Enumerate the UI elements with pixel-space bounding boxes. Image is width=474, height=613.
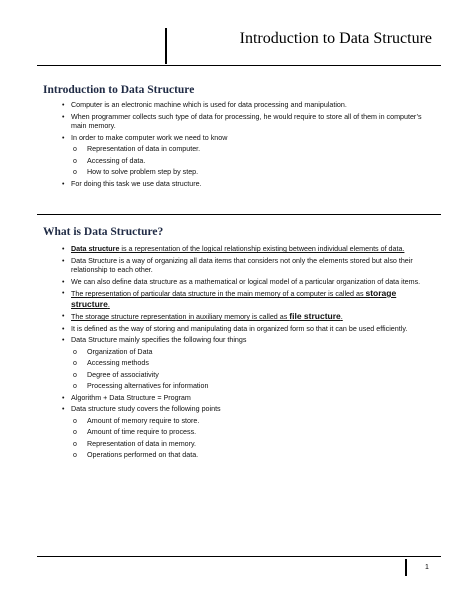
bullet-icon: •	[62, 313, 65, 320]
list-item: • We can also define data structure as a mathematical or logical model of a particular organization of data items.	[62, 277, 421, 286]
sub-bullet-icon: o	[73, 348, 77, 356]
definition-list	[0, 245, 474, 463]
sub-bullet-icon: o	[73, 440, 77, 448]
list-item: • It is defined as the way of storing and manipulating data in organized form so that it can be used efficiently.	[62, 324, 408, 333]
section-heading-what-is: What is Data Structure?	[43, 226, 164, 238]
list-item: o Operations performed on that data.	[73, 451, 199, 459]
list-item: o Accessing methods	[73, 359, 149, 367]
term-file-structure: file structure	[289, 311, 341, 321]
bullet-icon: •	[62, 113, 65, 121]
footer-rule	[37, 556, 441, 557]
bullet-icon: •	[62, 406, 65, 413]
list-item: • Algorithm + Data Structure = Program	[62, 393, 191, 402]
page-header-title: Introduction to Data Structure	[239, 30, 432, 47]
bullet-icon: •	[62, 290, 65, 297]
list-item: • Data structure study covers the following points	[62, 405, 221, 413]
list-item: • Computer is an electronic machine which is used for data processing and manipulation.	[62, 101, 347, 109]
list-item: o Amount of time require to process.	[73, 428, 197, 436]
list-item: o Processing alternatives for information	[73, 382, 209, 390]
sub-bullet-icon: o	[73, 157, 77, 165]
bullet-icon: •	[62, 394, 65, 402]
list-item: • In order to make computer work we need to know	[62, 133, 228, 142]
bullet-icon: •	[62, 278, 65, 286]
sub-bullet-icon: o	[73, 452, 77, 459]
footer-divider	[405, 559, 407, 576]
list-item: o How to solve problem step by step.	[73, 168, 199, 176]
list-item: o Representation of data in computer.	[73, 145, 201, 153]
sub-bullet-icon: o	[73, 417, 77, 425]
header-divider	[165, 28, 167, 64]
sub-bullet-icon: o	[73, 360, 77, 367]
list-item: • The storage structure representation in auxiliary memory is called as file structure.	[62, 311, 343, 321]
page-number: 1	[425, 564, 429, 571]
sub-bullet-icon: o	[73, 383, 77, 390]
list-item: • For doing this task we use data structure.	[62, 179, 202, 188]
list-item: • Data Structure is a way of organizing all data items that considers not only the elements stored but also their relationship to each other.	[62, 256, 413, 274]
list-item: o Amount of memory require to store.	[73, 416, 200, 425]
sub-bullet-icon: o	[73, 429, 77, 436]
bullet-icon: •	[62, 180, 65, 188]
list-item: • The representation of particular data structure in the main memory of a computer is called as storage structure.	[62, 288, 397, 309]
bullet-icon: •	[62, 102, 65, 109]
sub-bullet-icon: o	[73, 146, 77, 153]
sub-bullet-icon: o	[73, 371, 77, 379]
list-item: o Organization of Data	[73, 347, 153, 356]
term-data-structure: Data structure	[71, 245, 120, 253]
header-rule	[37, 65, 441, 66]
term-storage-structure: storage structure	[71, 288, 397, 309]
section-divider	[37, 214, 441, 215]
bullet-icon: •	[62, 325, 65, 333]
bullet-icon: •	[62, 246, 65, 253]
intro-list	[0, 101, 474, 191]
list-item: • When programmer collects such type of data for processing, he would require to store all of them in computer’s main memory.	[62, 112, 422, 130]
bullet-icon: •	[62, 134, 65, 142]
sub-bullet-icon: o	[73, 169, 77, 176]
list-item: • Data Structure mainly specifies the following four things	[62, 336, 247, 344]
bullet-icon: •	[62, 257, 65, 265]
list-item: o Representation of data in memory.	[73, 439, 197, 448]
section-heading-introduction: Introduction to Data Structure	[43, 84, 195, 96]
list-item: o Accessing of data.	[73, 156, 146, 165]
list-item: o Degree of associativity	[73, 370, 159, 379]
list-item: • Data structure is a representation of the logical relationship existing between individual elements of data.	[62, 245, 405, 253]
bullet-icon: •	[62, 337, 65, 344]
